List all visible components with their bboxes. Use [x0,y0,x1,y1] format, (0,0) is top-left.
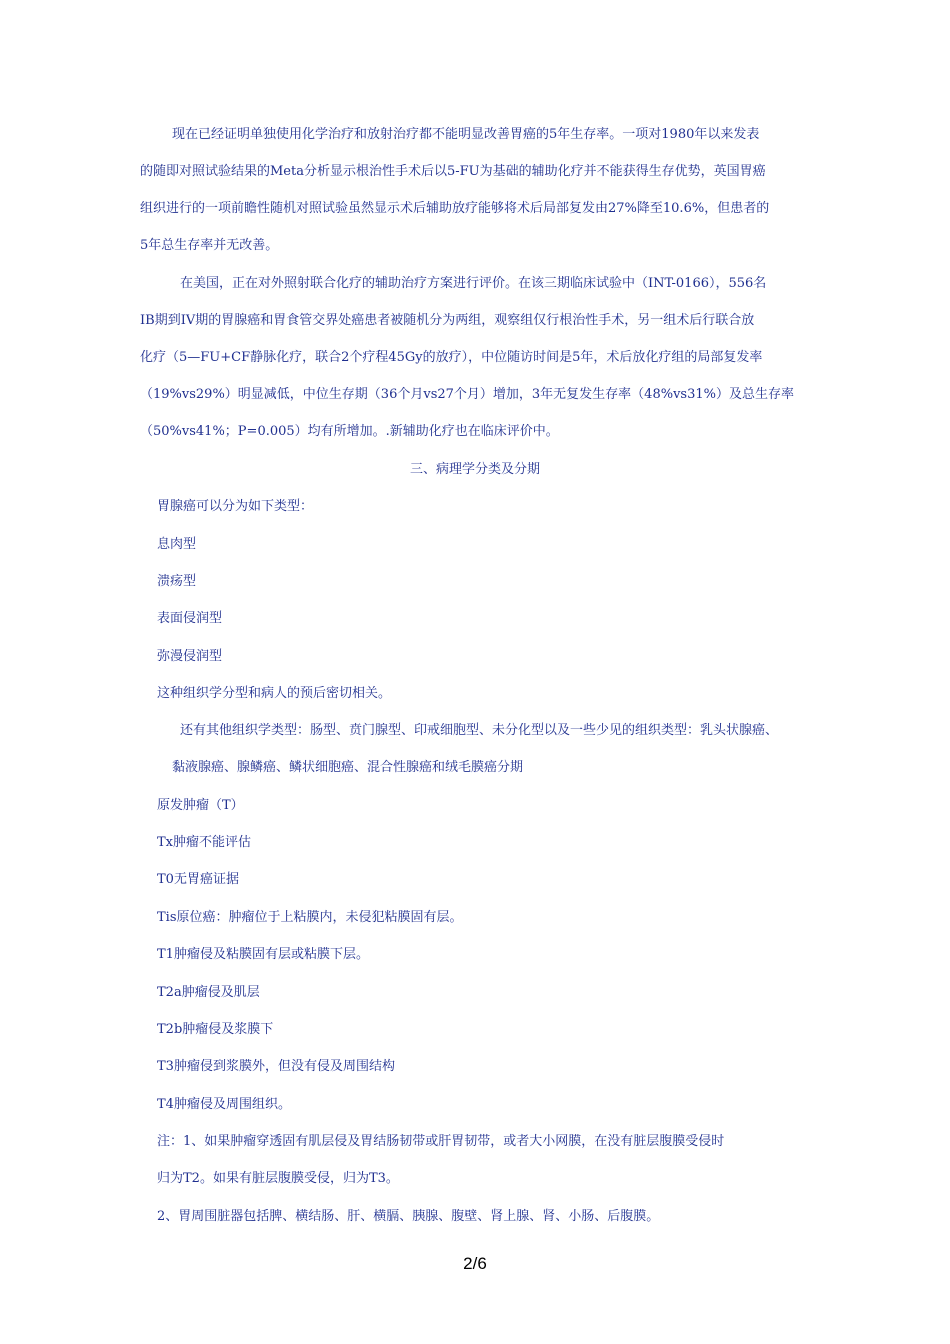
note-line: 注：1、如果肿瘤穿透固有肌层侵及胃结肠韧带或肝胃韧带，或者大小网膜，在没有脏层腹膜受侵时 [157,1134,725,1149]
paragraph-1-line: 的随即对照试验结果的Meta分析显示根治性手术后以5-FU为基础的辅助化疗并不能获得生存优势，英国胃癌 [140,164,766,179]
t-stage-item: T0无胃癌证据 [157,872,239,887]
type-item: 弥漫侵润型 [157,649,223,664]
paragraph-2-line: IB期到IV期的胃腺癌和胃食管交界处癌患者被随机分为两组，观察组仅行根治性手术，另一组术后行联合放 [140,313,755,328]
note-line: 归为T2。如果有脏层腹膜受侵，归为T3。 [157,1171,399,1186]
paragraph-2-line: 化疗（5—FU+CF静脉化疗，联合2个疗程45Gy的放疗），中位随访时间是5年，术后放化疗组的局部复发率 [140,350,763,365]
t-stage-item: T4肿瘤侵及周围组织。 [157,1097,291,1112]
other-types-line: 还有其他组织学类型：肠型、贲门腺型、印戒细胞型、未分化型以及一些少见的组织类型：乳头状腺癌、 [180,723,779,738]
type-item: 息肉型 [157,537,197,552]
t-stage-item: T3肿瘤侵到浆膜外，但没有侵及周围结构 [157,1059,395,1074]
paragraph-2-line: 在美国，正在对外照射联合化疗的辅助治疗方案进行评价。在该三期临床试验中（INT-0166），556名 [180,276,767,291]
prognosis-text: 这种组织学分型和病人的预后密切相关。 [157,686,392,701]
type-item: 溃疡型 [157,574,197,589]
t-stage-item: T1肿瘤侵及粘膜固有层或粘膜下层。 [157,947,369,962]
paragraph-2-line: （50%vs41%；P=0.005）均有所增加。.新辅助化疗也在临床评价中。 [140,424,559,439]
t-heading: 原发肿瘤（T） [157,798,244,813]
other-types-line: 黏液腺癌、腺鳞癌、鳞状细胞癌、混合性腺癌和绒毛膜癌分期 [172,760,524,775]
type-item: 表面侵润型 [157,611,223,626]
t-stage-item: Tx肿瘤不能评估 [157,835,252,850]
t-stage-item: T2a肿瘤侵及肌层 [157,985,260,1000]
paragraph-1-line: 组织进行的一项前瞻性随机对照试验虽然显示术后辅助放疗能够将术后局部复发由27%降至10.6%，但患者的 [140,201,770,216]
page-number: 2/6 [463,1254,487,1273]
types-intro: 胃腺癌可以分为如下类型： [157,499,314,514]
section-heading: 三、病理学分类及分期 [409,462,540,477]
note-line: 2、胃周围脏器包括脾、横结肠、肝、横膈、胰腺、腹壁、肾上腺、肾、小肠、后腹膜。 [157,1209,660,1224]
paragraph-2-line: （19%vs29%）明显减低，中位生存期（36个月vs27个月）增加，3年无复发生存率（48%vs31%）及总生存率 [140,387,794,402]
t-stage-item: T2b肿瘤侵及浆膜下 [157,1022,274,1037]
t-stage-item: Tis原位癌：肿瘤位于上粘膜内，未侵犯粘膜固有层。 [157,910,463,925]
paragraph-1-line: 5年总生存率并无改善。 [140,238,279,253]
paragraph-1-line: 现在已经证明单独使用化学治疗和放射治疗都不能明显改善胃癌的5年生存率。一项对1980年以来发表 [172,127,760,142]
